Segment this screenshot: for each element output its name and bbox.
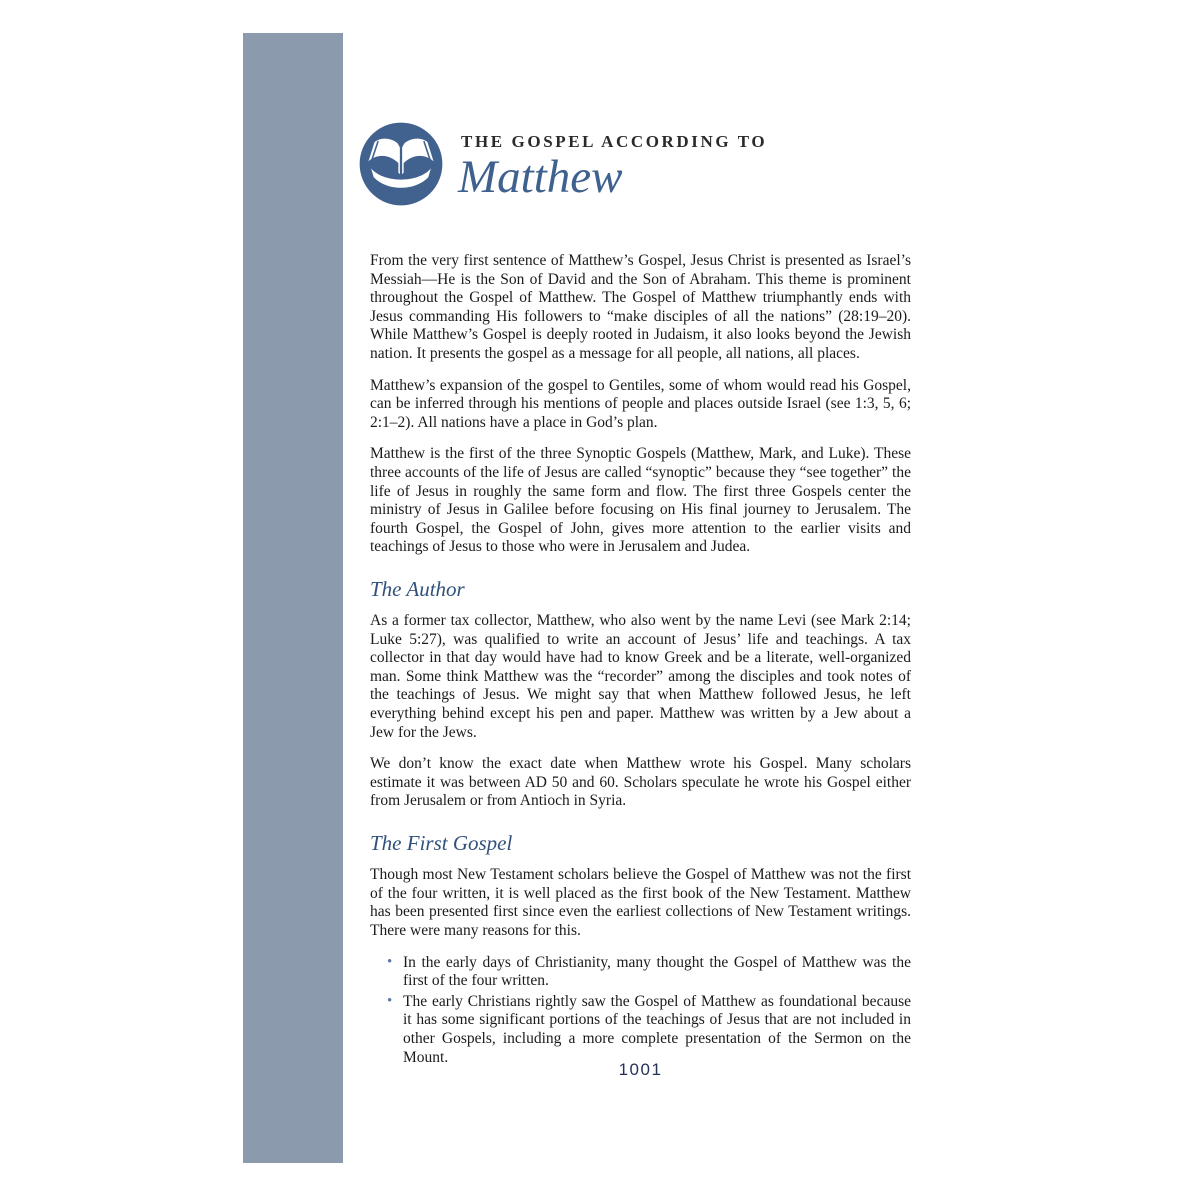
bullet-item: • The early Christians rightly saw the Gospel of Matthew as foundational because it has some significant portions of the teachings of Jesus that are not included in other Gospels, including a more complete presentation of the Sermon on the Mount.	[403, 993, 911, 1067]
book-header-text	[458, 128, 768, 204]
intro-paragraph: From the very first sentence of Matthew’s Gospel, Jesus Christ is presented as Israel’s Messiah—He is the Son of David and the Son of Abraham. This theme is prominent throughout the Gospel of Matthew. The Gospel of Matthew triumphantly ends with Jesus commanding His followers to “make disciples of all the nations” (28:19–20). While Matthew’s Gospel is deeply rooted in Judaism, it also looks beyond the Jewish nation. It presents the gospel as a message for all people, all nations, all places.	[370, 252, 911, 362]
page-number: 1001	[618, 1060, 663, 1079]
section-paragraph: Though most New Testament scholars believe the Gospel of Matthew was not the first of the four written, it is well placed as the first book of the New Testament. Matthew has been presented first since even the earliest collections of New Testament writings. There were many reasons for this.	[370, 866, 911, 939]
bullet-list	[370, 954, 911, 1068]
intro-text-column	[370, 252, 911, 1069]
book-title: Matthew	[458, 151, 623, 204]
gospel-eyebrow: THE GOSPEL ACCORDING TO	[461, 132, 768, 152]
section-heading-author: The Author	[370, 576, 465, 601]
intro-paragraph: Matthew’s expansion of the gospel to Gentiles, some of whom would read his Gospel, can be inferred through his mentions of people and places outside Israel (see 1:3, 5, 6; 2:1–2). All nations have a place in God’s plan.	[370, 376, 911, 431]
section-heading-first-gospel: The First Gospel	[370, 831, 513, 856]
spine-band	[243, 33, 343, 1163]
book-header	[357, 120, 767, 208]
section-paragraph: We don’t know the exact date when Matthew wrote his Gospel. Many scholars estimate it was between AD 50 and 60. Scholars speculate he wrote his Gospel either from Jerusalem or from Antioch in Syria.	[370, 755, 911, 810]
open-book-icon	[357, 120, 445, 208]
bullet-item: • In the early days of Christianity, many thought the Gospel of Matthew was the first of the four written.	[403, 954, 911, 991]
section-paragraph: As a former tax collector, Matthew, who also went by the name Levi (see Mark 2:14; Luke 5:27), was qualified to write an account of Jesus’ life and teachings. A tax collector in that day would have had to know Greek and be a literate, well-organized man. Some think Matthew was the “recorder” among the disciples and took notes of the teachings of Jesus. We might say that when Matthew followed Jesus, he left everything behind except his pen and paper. Matthew was written by a Jew about a Jew for the Jews.	[370, 612, 911, 741]
intro-paragraph: Matthew is the first of the three Synoptic Gospels (Matthew, Mark, and Luke). These three accounts of the life of Jesus are called “synoptic” because they “see together” the life of Jesus in roughly the same form and flow. The first three Gospels center the ministry of Jesus in Galilee before focusing on His final journey to Jerusalem. The fourth Gospel, the Gospel of John, gives more attention to the earlier visits and teachings of Jesus to those who were in Jerusalem and Judea.	[370, 445, 911, 556]
